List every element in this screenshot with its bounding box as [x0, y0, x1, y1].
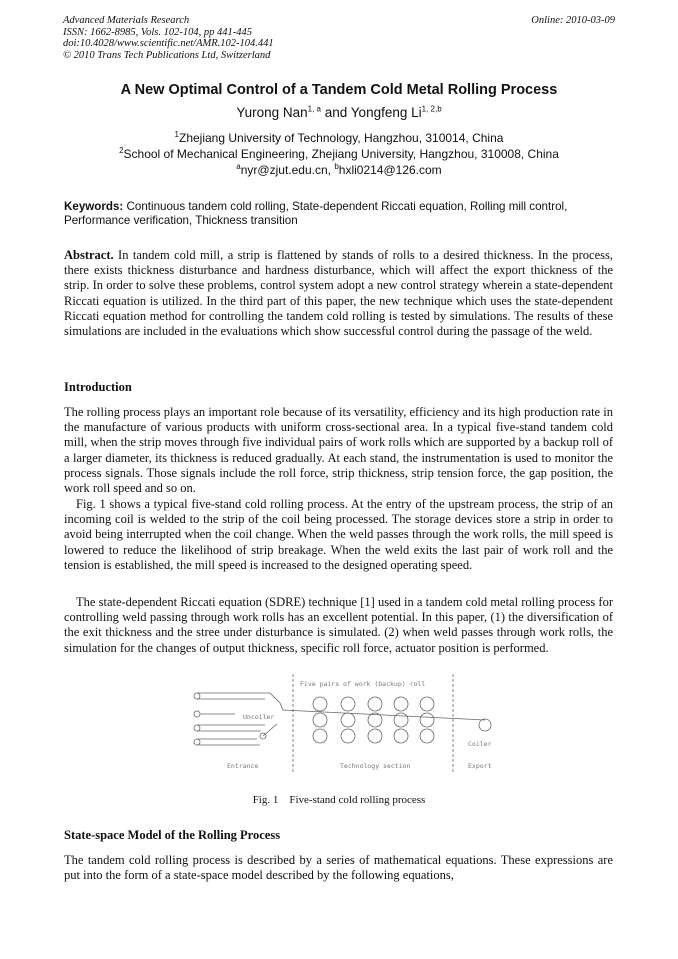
emails — [0, 163, 678, 177]
author-2-sup: 1, 2,b — [421, 104, 442, 114]
label-coiler: Coiler — [468, 740, 492, 748]
affiliation-1 — [0, 131, 678, 145]
journal-header — [63, 15, 274, 61]
figure-caption: Fig. 1 Five-stand cold rolling process — [252, 794, 426, 806]
intro-paragraph-2: Fig. 1 shows a typical five-stand cold rolling process. At the entry of the upstream process, the strip of an incoming coil is welded to the strip of the coil being processed. The storage devices store a strip in order to avoid being interrupted when the coil change. When the weld passes through the work rolls, the mill speed is lowered to reduce the likelihood of strip breakage. When the weld exits the last pair of work roll and the tension is established, the mill speed is increased to the designed operating speed. — [64, 497, 613, 572]
aff1-sup: 1 — [174, 130, 179, 139]
email-b[interactable]: hxli0214@126.com — [338, 163, 442, 177]
intro-paragraph-3: The state-dependent Riccati equation (SDRE) technique [1] used in a tandem cold metal rolling process for controlling weld passing through work rolls has an excellent potential. In this paper, (1) the diversification of the exit thickness and the stree under disturbance is simulated. (2) when weld passes through work rolls, the simulation for the changes of output thickness, specific roll force, actuator position is performed. — [64, 595, 613, 655]
rolling-process-figure — [185, 672, 500, 782]
strip-feed-upper — [270, 693, 283, 710]
section-heading-introduction: Introduction — [64, 380, 132, 394]
author-2: Yongfeng Li — [350, 105, 422, 120]
keywords-label: Keywords: — [64, 200, 124, 213]
abstract-text: In tandem cold mill, a strip is flattened by stands of rolls to a desired thickness. In the process, there exists thickness disturbance and hardness disturbance, which will affect the export thickness of the strip. In order to solve these problems, control system adopt a new control strategy wherein a state-dependent Riccati equation is utilized. In the third part of this paper, the new technique which uses the state-dependent Riccati equation method for controlling the tandem cold rolling is tested by simulations. The results of these simulations are included in the evaluations which show successful control during the passage of the weld. — [64, 248, 613, 339]
aff2-text: School of Mechanical Engineering, Zhejiang University, Hangzhou, 310008, China — [123, 147, 559, 161]
aff2-sup: 2 — [119, 146, 124, 155]
email-b-sup: b — [334, 162, 339, 171]
label-export: Export — [468, 762, 492, 770]
keywords — [64, 200, 614, 227]
affiliation-2 — [0, 147, 678, 161]
email-a[interactable]: nyr@zjut.edu.cn, — [240, 163, 335, 177]
section-heading-state-space: State-space Model of the Rolling Process — [64, 828, 281, 842]
issn: ISSN: 1662-8985, Vols. 102-104, pp 441-445 — [63, 26, 252, 38]
paper-title: A New Optimal Control of a Tandem Cold Metal Rolling Process — [120, 82, 558, 98]
keywords-text: Continuous tandem cold rolling, State-dependent Riccati equation, Rolling mill control, Performance verification, Thickness transition — [64, 200, 568, 227]
author-1: Yurong Nan — [236, 105, 308, 120]
state-space-paragraph: The tandem cold rolling process is described by a series of mathematical equations. These expressions are put into the form of a state-space model described by the following equations, — [64, 853, 613, 883]
doi: doi:10.4028/www.scientific.net/AMR.102-104.441 — [63, 38, 274, 49]
abstract — [64, 248, 613, 339]
authors — [0, 105, 678, 120]
label-technology-section: Technology section — [340, 762, 411, 770]
email-a-sup: a — [236, 162, 241, 171]
label-uncoiler: Uncoiler — [243, 713, 275, 721]
copyright: © 2010 Trans Tech Publications Ltd, Switzerland — [63, 49, 271, 61]
roll-stands — [313, 697, 434, 743]
author-1-sup: 1, a — [307, 104, 321, 114]
aff1-text: Zhejiang University of Technology, Hangzhou, 310014, China — [179, 131, 504, 145]
abstract-label: Abstract. — [64, 248, 114, 262]
journal-name: Advanced Materials Research — [63, 15, 190, 26]
online-date: Online: 2010-03-09 — [531, 15, 615, 26]
coiler-reel — [479, 719, 491, 731]
intro-paragraph-1: The rolling process plays an important role because of its versatility, efficiency and its high production rate in the manufacture of various products with uniform cross-sectional area. In a typical five-stand tandem cold mill, when the strip moves through five individual pairs of work rolls which are supported by a backup roll of a larger diameter, its thickness is reduced gradually. At each stand, the instrumentation is used to monitor the process signals. Those signals include the roll force, strip thickness, strip tension force, the gap position, the work roll speed and so on. — [64, 405, 613, 496]
strip-feed-lower — [263, 724, 277, 736]
author-and: and — [321, 105, 351, 120]
label-entrance: Entrance — [227, 762, 259, 770]
label-rolls: Five pairs of work (backup) roll — [300, 680, 426, 688]
